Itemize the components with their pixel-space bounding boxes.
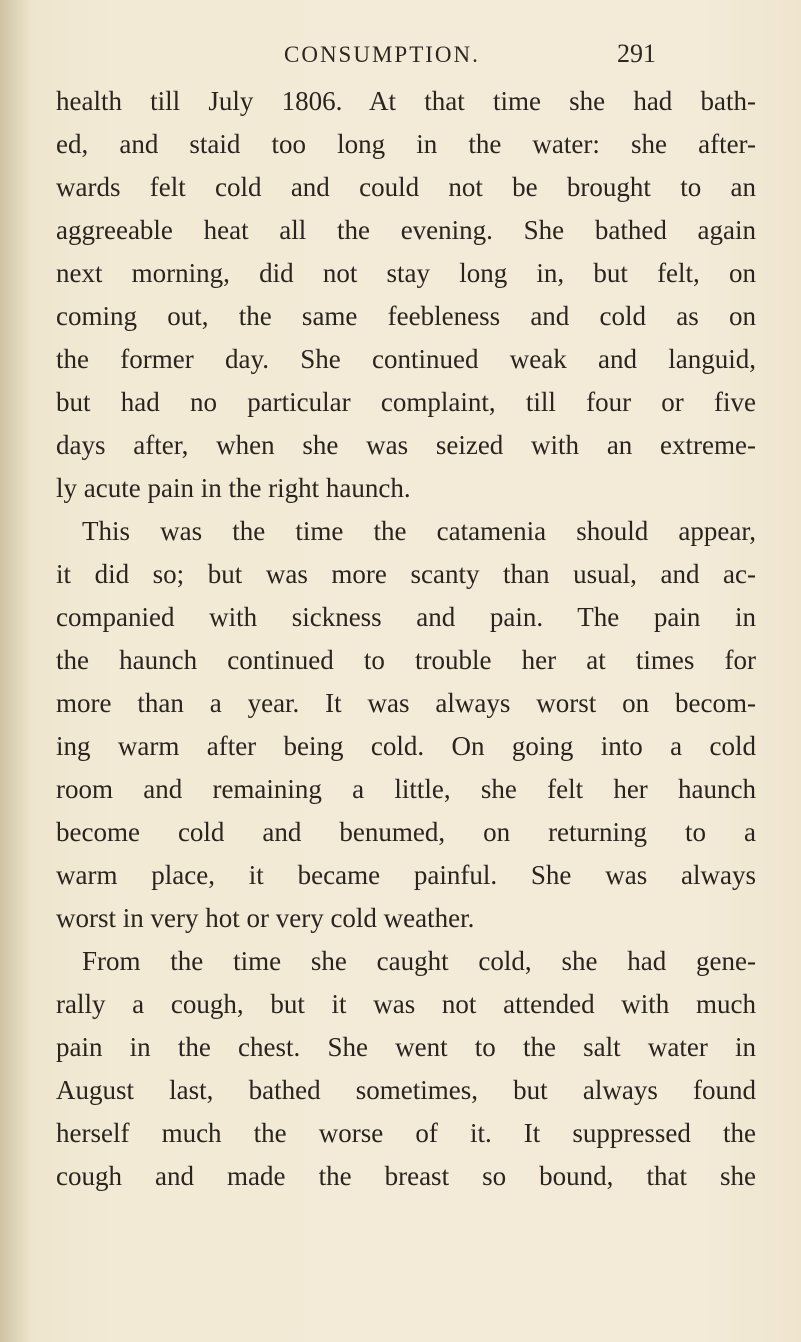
text-line: companied with sickness and pain. The pain in — [56, 602, 756, 632]
binding-shadow — [0, 0, 30, 1342]
running-title: CONSUMPTION. — [284, 42, 480, 67]
text-line: but had no particular complaint, till four or five — [56, 387, 756, 417]
text-line: the former day. She continued weak and languid, — [56, 344, 756, 374]
text-line: become cold and benumed, on returning to a — [56, 817, 756, 847]
text-line: wards felt cold and could not be brought to an — [56, 172, 756, 202]
text-line: aggreeable heat all the evening. She bathed again — [56, 215, 756, 245]
text-line: herself much the worse of it. It suppressed the — [56, 1118, 756, 1148]
text-line: pain in the chest. She went to the salt water in — [56, 1032, 756, 1062]
text-line: coming out, the same feebleness and cold as on — [56, 301, 756, 331]
page-number: 291 — [617, 39, 656, 68]
running-head — [0, 39, 801, 82]
paragraph-start-line: From the time she caught cold, she had gene- — [82, 946, 756, 976]
text-line: next morning, did not stay long in, but felt, on — [56, 258, 756, 288]
text-line: ly acute pain in the right haunch. — [56, 473, 411, 503]
text-line: room and remaining a little, she felt her haunch — [56, 774, 756, 804]
body-text — [56, 80, 756, 1198]
text-line: ing warm after being cold. On going into a cold — [56, 731, 756, 761]
text-line: rally a cough, but it was not attended with much — [56, 989, 756, 1019]
text-line: days after, when she was seized with an extreme- — [56, 430, 756, 460]
text-line: cough and made the breast so bound, that she — [56, 1161, 756, 1191]
text-line: ed, and staid too long in the water: she after- — [56, 129, 756, 159]
text-line: health till July 1806. At that time she had bath- — [56, 86, 756, 116]
text-line: it did so; but was more scanty than usual, and ac- — [56, 559, 756, 589]
paragraph-start-line: This was the time the catamenia should appear, — [82, 516, 756, 546]
text-line: the haunch continued to trouble her at times for — [56, 645, 756, 675]
text-line: worst in very hot or very cold weather. — [56, 903, 475, 933]
text-line: more than a year. It was always worst on becom- — [56, 688, 756, 718]
text-line: warm place, it became painful. She was always — [56, 860, 756, 890]
text-line: August last, bathed sometimes, but always found — [56, 1075, 756, 1105]
